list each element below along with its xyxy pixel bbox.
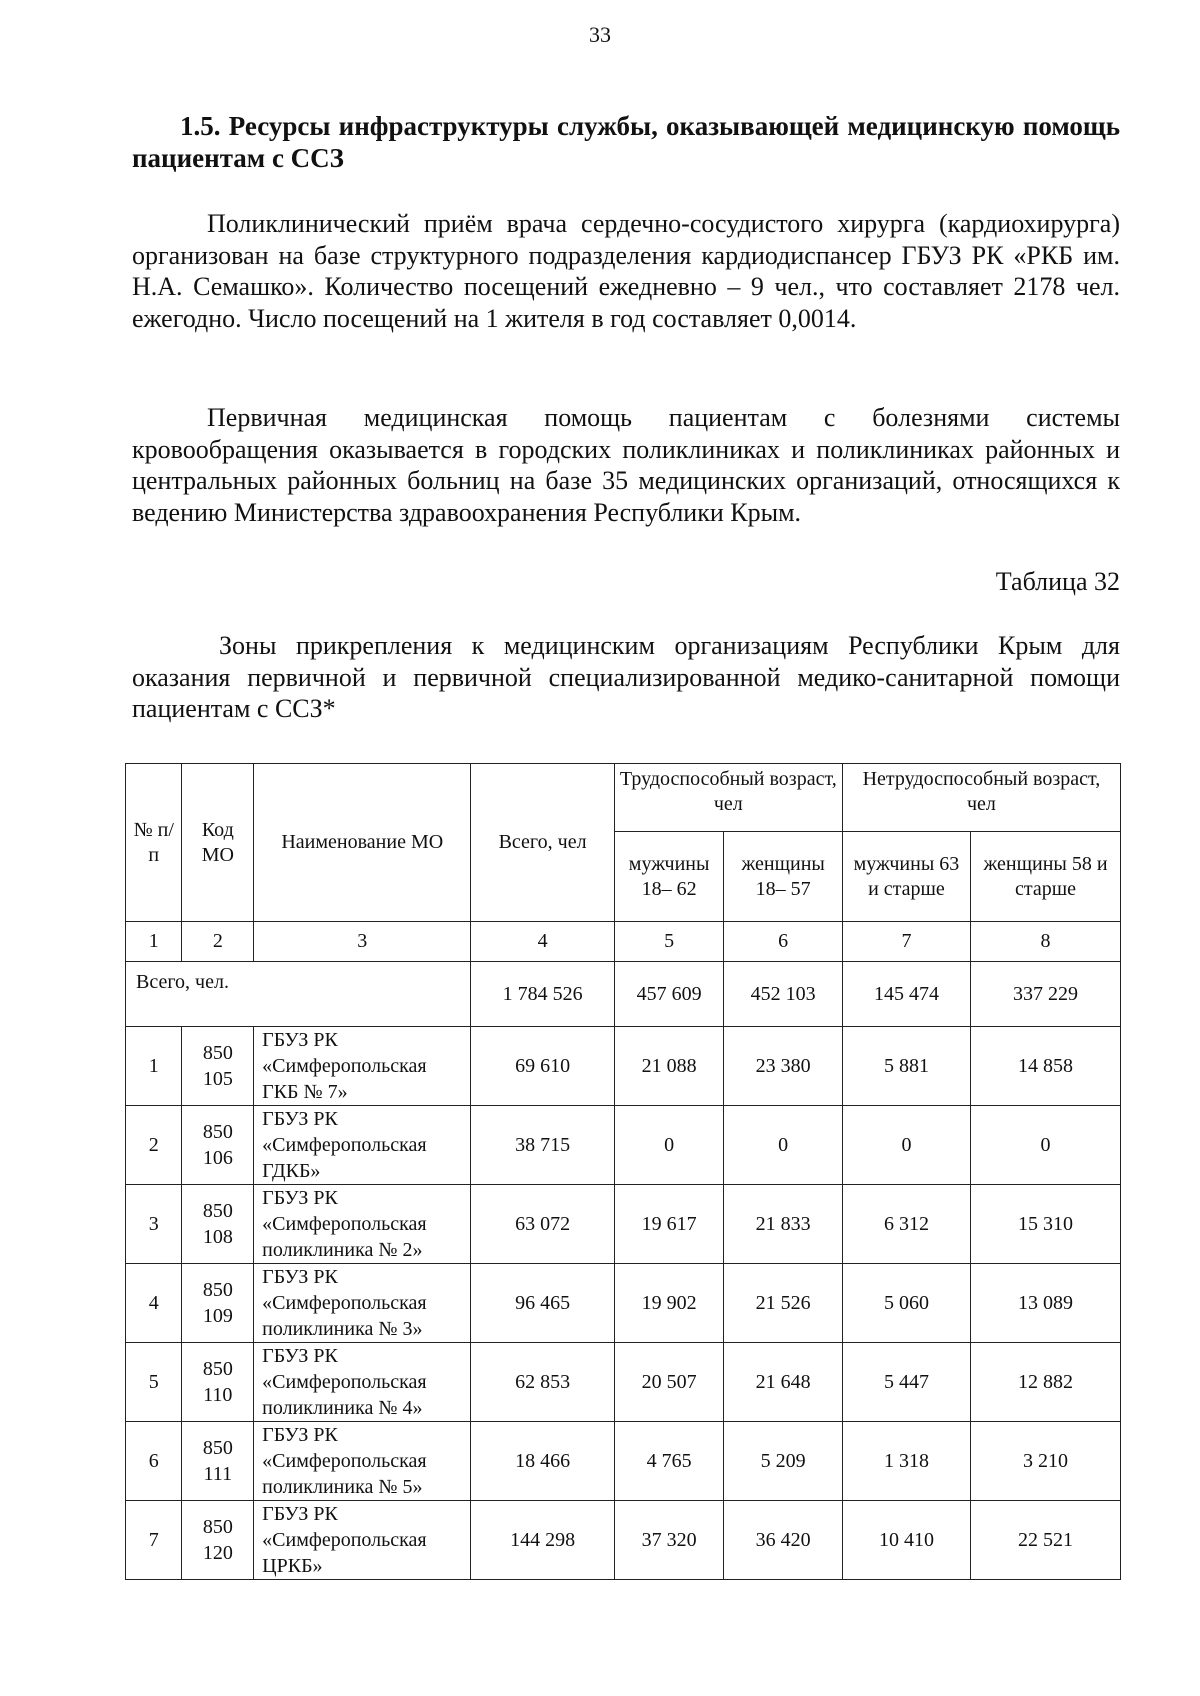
column-number: 8 xyxy=(971,922,1121,962)
row-men-working: 19 617 xyxy=(614,1185,724,1264)
total-row xyxy=(126,962,1121,1027)
row-women-working: 21 526 xyxy=(724,1264,842,1343)
section-heading xyxy=(132,110,1120,174)
row-women-senior: 0 xyxy=(971,1106,1121,1185)
column-number: 6 xyxy=(724,922,842,962)
row-code-part2: 105 xyxy=(202,1068,233,1090)
row-men-working: 4 765 xyxy=(614,1422,724,1501)
row-men-senior: 10 410 xyxy=(842,1501,970,1580)
row-name-line1: ГБУЗ РК xyxy=(262,1187,338,1209)
row-men-working: 20 507 xyxy=(614,1343,724,1422)
row-code xyxy=(182,1106,254,1185)
row-code xyxy=(182,1422,254,1501)
row-num: 2 xyxy=(126,1106,182,1185)
row-code xyxy=(182,1264,254,1343)
row-code-part2: 120 xyxy=(202,1542,233,1564)
row-num: 4 xyxy=(126,1264,182,1343)
row-code-part1: 850 xyxy=(202,1042,233,1064)
total-label: Всего, чел. xyxy=(126,962,471,1027)
header-num: № п/п xyxy=(126,764,182,922)
header-total: Всего, чел xyxy=(471,764,614,922)
total-women-senior: 337 229 xyxy=(971,962,1121,1027)
row-code-part1: 850 xyxy=(202,1358,233,1380)
total-women-working: 452 103 xyxy=(724,962,842,1027)
row-name-line1: ГБУЗ РК xyxy=(262,1424,338,1446)
row-women-working: 21 648 xyxy=(724,1343,842,1422)
table-caption: Зоны прикрепления к медицинским организациям Республики Крым для оказания первичной и первичной специализированной медико-санитарной помощи пациентам с ССЗ* xyxy=(132,631,1120,723)
column-number: 5 xyxy=(614,922,724,962)
table-row xyxy=(126,1106,1121,1185)
row-code-part1: 850 xyxy=(202,1121,233,1143)
table-row xyxy=(126,1185,1121,1264)
row-name-line3: ЦРКБ» xyxy=(262,1555,323,1577)
row-name-line1: ГБУЗ РК xyxy=(262,1108,338,1130)
row-name-line1: ГБУЗ РК xyxy=(262,1345,338,1367)
row-men-working: 0 xyxy=(614,1106,724,1185)
header-women-senior: женщины 58 и старше xyxy=(971,832,1121,922)
attachment-zones-table xyxy=(125,763,1121,1580)
row-men-senior: 5 881 xyxy=(842,1027,970,1106)
row-code-part2: 108 xyxy=(202,1226,233,1248)
row-women-senior: 13 089 xyxy=(971,1264,1121,1343)
row-men-senior: 5 060 xyxy=(842,1264,970,1343)
row-num: 3 xyxy=(126,1185,182,1264)
row-num: 6 xyxy=(126,1422,182,1501)
column-number: 3 xyxy=(254,922,471,962)
row-total: 69 610 xyxy=(471,1027,614,1106)
row-num: 5 xyxy=(126,1343,182,1422)
row-code xyxy=(182,1343,254,1422)
row-total: 18 466 xyxy=(471,1422,614,1501)
total-men-senior: 145 474 xyxy=(842,962,970,1027)
header-code: Код МО xyxy=(182,764,254,922)
row-total: 144 298 xyxy=(471,1501,614,1580)
row-total: 62 853 xyxy=(471,1343,614,1422)
header-women-working: женщины 18– 57 xyxy=(724,832,842,922)
row-total: 38 715 xyxy=(471,1106,614,1185)
row-name xyxy=(254,1264,471,1343)
table-row xyxy=(126,1422,1121,1501)
row-women-senior: 15 310 xyxy=(971,1185,1121,1264)
row-name-line3: поликлиника № 3» xyxy=(262,1318,423,1340)
section-title: Ресурсы инфраструктуры службы, оказывающей медицинскую помощь пациентам с ССЗ xyxy=(132,111,1120,173)
table-label: Таблица 32 xyxy=(995,567,1120,596)
paragraph-cardiosurgeon-reception: Поликлинический приём врача сердечно-сосудистого хирурга (кардиохирурга) организован на базе структурного подразделения кардиодиспансер ГБУЗ РК «РКБ им. Н.А. Семашко». Количество посещений ежедневно – 9 чел., что составляет 2178 чел. ежегодно. Число посещений на 1 жителя в год составляет 0,0014. xyxy=(132,209,1120,333)
row-name-line3: поликлиника № 5» xyxy=(262,1476,423,1498)
row-men-senior: 6 312 xyxy=(842,1185,970,1264)
row-total: 63 072 xyxy=(471,1185,614,1264)
header-working-age: Трудоспособный возраст, чел xyxy=(614,764,842,832)
table-row xyxy=(126,1264,1121,1343)
row-name-line3: ГДКБ» xyxy=(262,1160,321,1182)
row-name-line2: «Симферопольская xyxy=(262,1055,427,1077)
row-code xyxy=(182,1501,254,1580)
row-num: 1 xyxy=(126,1027,182,1106)
row-women-working: 0 xyxy=(724,1106,842,1185)
row-name-line2: «Симферопольская xyxy=(262,1134,427,1156)
header-men-senior: мужчины 63 и старше xyxy=(842,832,970,922)
row-name xyxy=(254,1422,471,1501)
row-code xyxy=(182,1185,254,1264)
row-code-part1: 850 xyxy=(202,1279,233,1301)
table-row xyxy=(126,1343,1121,1422)
row-name-line2: «Симферопольская xyxy=(262,1371,427,1393)
row-women-working: 23 380 xyxy=(724,1027,842,1106)
row-women-senior: 14 858 xyxy=(971,1027,1121,1106)
row-name-line3: поликлиника № 2» xyxy=(262,1239,423,1261)
table-body xyxy=(126,1027,1121,1580)
row-women-senior: 12 882 xyxy=(971,1343,1121,1422)
row-total: 96 465 xyxy=(471,1264,614,1343)
row-name-line2: «Симферопольская xyxy=(262,1292,427,1314)
row-women-working: 5 209 xyxy=(724,1422,842,1501)
row-men-working: 21 088 xyxy=(614,1027,724,1106)
row-women-working: 21 833 xyxy=(724,1185,842,1264)
row-name xyxy=(254,1106,471,1185)
row-code xyxy=(182,1027,254,1106)
table-row xyxy=(126,1027,1121,1106)
header-name: Наименование МО xyxy=(254,764,471,922)
row-women-senior: 22 521 xyxy=(971,1501,1121,1580)
column-number: 2 xyxy=(182,922,254,962)
total-all: 1 784 526 xyxy=(471,962,614,1027)
column-numbers-row xyxy=(126,922,1121,962)
row-code-part1: 850 xyxy=(202,1200,233,1222)
column-number: 4 xyxy=(471,922,614,962)
row-men-senior: 0 xyxy=(842,1106,970,1185)
row-code-part2: 109 xyxy=(202,1305,233,1327)
row-name xyxy=(254,1501,471,1580)
row-women-working: 36 420 xyxy=(724,1501,842,1580)
header-men-working: мужчины 18– 62 xyxy=(614,832,724,922)
row-name-line1: ГБУЗ РК xyxy=(262,1029,338,1051)
row-name-line1: ГБУЗ РК xyxy=(262,1503,338,1525)
table-header-row-1 xyxy=(126,764,1121,832)
row-code-part2: 110 xyxy=(203,1384,233,1406)
header-non-working-age: Нетрудоспособный возраст, чел xyxy=(842,764,1120,832)
paragraph-primary-care: Первичная медицинская помощь пациентам с болезнями системы кровообращения оказывается в городских поликлиниках и поликлиниках районных и центральных районных больниц на базе 35 медицинских организаций, относящихся к ведению Министерства здравоохранения Республики Крым. xyxy=(132,403,1120,527)
row-name-line3: поликлиника № 4» xyxy=(262,1397,423,1419)
row-name-line2: «Симферопольская xyxy=(262,1529,427,1551)
row-men-senior: 5 447 xyxy=(842,1343,970,1422)
row-code-part1: 850 xyxy=(202,1516,233,1538)
row-name-line2: «Симферопольская xyxy=(262,1213,427,1235)
row-name-line3: ГКБ № 7» xyxy=(262,1081,348,1103)
row-men-working: 37 320 xyxy=(614,1501,724,1580)
section-number: 1.5. xyxy=(180,111,221,141)
column-number: 1 xyxy=(126,922,182,962)
row-name-line2: «Симферопольская xyxy=(262,1450,427,1472)
page-number: 33 xyxy=(589,22,611,47)
column-number: 7 xyxy=(842,922,970,962)
row-name-line1: ГБУЗ РК xyxy=(262,1266,338,1288)
row-code-part2: 106 xyxy=(202,1147,233,1169)
row-name xyxy=(254,1027,471,1106)
row-code-part2: 111 xyxy=(203,1463,233,1485)
row-men-senior: 1 318 xyxy=(842,1422,970,1501)
row-name xyxy=(254,1343,471,1422)
row-women-senior: 3 210 xyxy=(971,1422,1121,1501)
total-men-working: 457 609 xyxy=(614,962,724,1027)
row-num: 7 xyxy=(126,1501,182,1580)
row-name xyxy=(254,1185,471,1264)
table-row xyxy=(126,1501,1121,1580)
row-men-working: 19 902 xyxy=(614,1264,724,1343)
row-code-part1: 850 xyxy=(202,1437,233,1459)
